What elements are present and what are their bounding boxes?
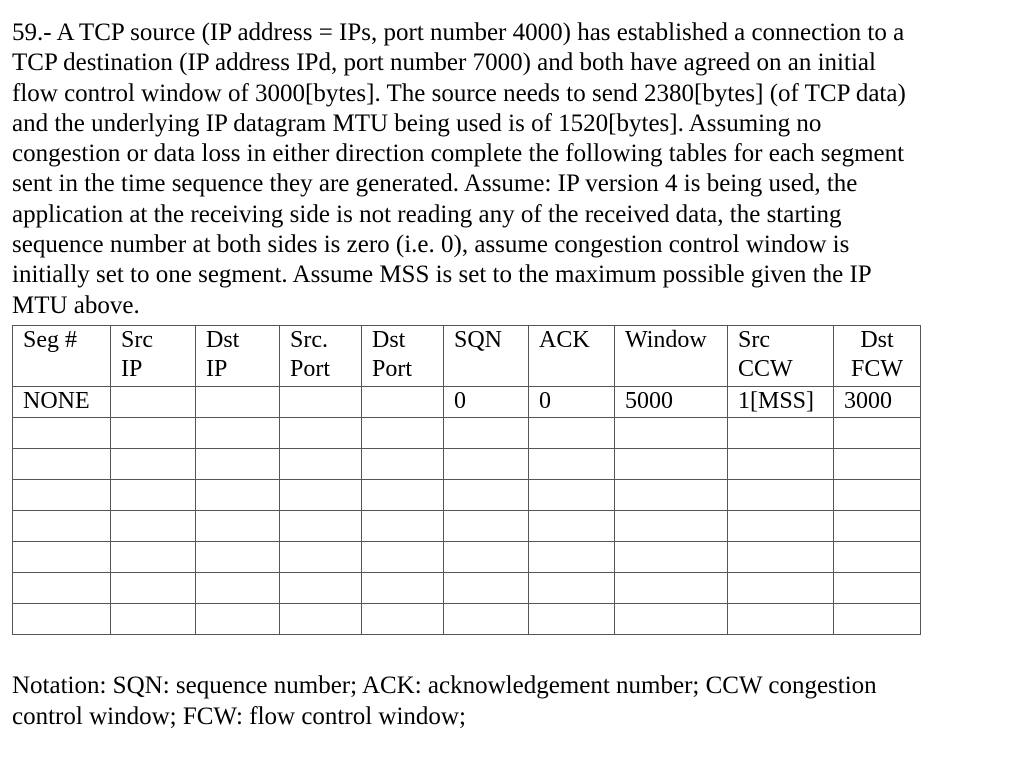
empty-cell <box>196 573 280 604</box>
problem-line: initially set to one segment. Assume MSS is set to the maximum possible given the IP <box>12 261 872 289</box>
table-row <box>13 542 921 573</box>
empty-cell <box>444 573 529 604</box>
cell-ack: 0 <box>529 387 615 418</box>
empty-cell <box>728 511 834 542</box>
empty-cell <box>529 480 615 511</box>
empty-cell <box>615 604 728 635</box>
empty-cell <box>362 604 444 635</box>
cell-src-ip <box>111 387 196 418</box>
header-src-ip: Src IP <box>111 326 196 387</box>
table-row <box>13 387 921 418</box>
empty-cell <box>13 573 111 604</box>
empty-cell <box>196 480 280 511</box>
empty-cell <box>834 511 921 542</box>
problem-statement <box>12 18 1002 321</box>
empty-cell <box>728 449 834 480</box>
table-row <box>13 511 921 542</box>
empty-cell <box>615 511 728 542</box>
empty-cell <box>834 418 921 449</box>
segment-table <box>12 325 921 635</box>
header-src-port: Src. Port <box>280 326 362 387</box>
empty-cell <box>196 418 280 449</box>
header-ack: ACK <box>529 326 615 387</box>
notation-line: control window; FCW: flow control window; <box>12 702 466 730</box>
empty-cell <box>196 604 280 635</box>
empty-cell <box>615 418 728 449</box>
header-src-ccw: Src CCW <box>728 326 834 387</box>
table-row <box>13 449 921 480</box>
empty-cell <box>280 480 362 511</box>
empty-cell <box>13 449 111 480</box>
empty-cell <box>362 511 444 542</box>
problem-line: sequence number at both sides is zero (i.e. 0), assume congestion control window is <box>12 231 850 259</box>
empty-cell <box>529 604 615 635</box>
empty-cell <box>196 542 280 573</box>
empty-cell <box>13 511 111 542</box>
empty-cell <box>444 511 529 542</box>
empty-cell <box>615 542 728 573</box>
empty-cell <box>728 542 834 573</box>
empty-cell <box>280 604 362 635</box>
problem-line: congestion or data loss in either direction complete the following tables for each segment <box>12 140 905 168</box>
empty-cell <box>280 418 362 449</box>
empty-cell <box>111 573 196 604</box>
empty-cell <box>834 604 921 635</box>
empty-cell <box>111 542 196 573</box>
header-row <box>13 326 921 387</box>
cell-dst-ip <box>196 387 280 418</box>
header-sqn: SQN <box>444 326 529 387</box>
empty-cell <box>834 573 921 604</box>
table-row <box>13 573 921 604</box>
empty-cell <box>111 480 196 511</box>
empty-cell <box>362 480 444 511</box>
empty-cell <box>13 418 111 449</box>
problem-line: MTU above. <box>12 291 140 319</box>
empty-cell <box>529 542 615 573</box>
header-seg-num: Seg # <box>13 326 111 387</box>
empty-cell <box>529 511 615 542</box>
empty-cell <box>280 511 362 542</box>
empty-cell <box>529 449 615 480</box>
empty-cell <box>280 542 362 573</box>
empty-cell <box>280 573 362 604</box>
empty-cell <box>728 604 834 635</box>
notation-line: Notation: SQN: sequence number; ACK: acknowledgement number; CCW congestion <box>12 672 877 699</box>
empty-cell <box>529 573 615 604</box>
cell-src-port <box>280 387 362 418</box>
cell-dst-port <box>362 387 444 418</box>
cell-sqn: 0 <box>444 387 529 418</box>
header-dst-ip: Dst IP <box>196 326 280 387</box>
empty-cell <box>444 480 529 511</box>
notation-text <box>12 671 1002 732</box>
empty-cell <box>728 480 834 511</box>
empty-cell <box>362 542 444 573</box>
empty-cell <box>111 449 196 480</box>
cell-seg-num: NONE <box>13 387 111 418</box>
problem-line: and the underlying IP datagram MTU being used is of 1520[bytes]. Assuming no <box>12 109 822 137</box>
empty-cell <box>196 449 280 480</box>
empty-cell <box>728 573 834 604</box>
problem-line: application at the receiving side is not reading any of the received data, the starting <box>12 200 842 228</box>
empty-cell <box>444 449 529 480</box>
empty-cell <box>834 480 921 511</box>
empty-cell <box>615 449 728 480</box>
header-dst-fcw: Dst FCW <box>834 326 921 387</box>
empty-cell <box>615 480 728 511</box>
empty-cell <box>13 604 111 635</box>
empty-cell <box>728 418 834 449</box>
cell-src-ccw: 1[MSS] <box>728 387 834 418</box>
empty-cell <box>111 418 196 449</box>
empty-cell <box>13 542 111 573</box>
header-dst-port: Dst Port <box>362 326 444 387</box>
table-row <box>13 480 921 511</box>
empty-cell <box>444 604 529 635</box>
empty-cell <box>834 542 921 573</box>
problem-line: sent in the time sequence they are generated. Assume: IP version 4 is being used, the <box>12 170 858 198</box>
empty-cell <box>362 573 444 604</box>
cell-dst-fcw: 3000 <box>834 387 921 418</box>
empty-cell <box>444 542 529 573</box>
empty-cell <box>362 449 444 480</box>
problem-line: 59.- A TCP source (IP address = IPs, port number 4000) has established a connection to a <box>12 19 905 46</box>
empty-cell <box>111 604 196 635</box>
empty-cell <box>280 449 362 480</box>
empty-cell <box>13 480 111 511</box>
cell-window: 5000 <box>615 387 728 418</box>
table-row <box>13 604 921 635</box>
problem-line: TCP destination (IP address IPd, port number 7000) and both have agreed on an initial <box>12 49 876 77</box>
table-row <box>13 418 921 449</box>
empty-cell <box>615 573 728 604</box>
header-window: Window <box>615 326 728 387</box>
empty-cell <box>529 418 615 449</box>
empty-cell <box>196 511 280 542</box>
empty-cell <box>834 449 921 480</box>
empty-cell <box>444 418 529 449</box>
empty-cell <box>362 418 444 449</box>
empty-cell <box>111 511 196 542</box>
problem-line: flow control window of 3000[bytes]. The source needs to send 2380[bytes] (of TCP data) <box>12 79 906 107</box>
